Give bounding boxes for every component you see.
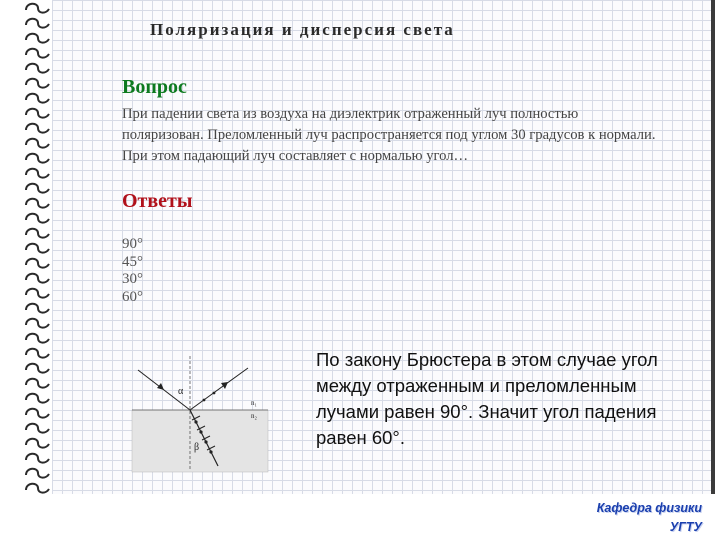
dielectric-medium	[132, 410, 268, 472]
spiral-coil	[26, 184, 49, 193]
explanation-text: По закону Брюстера в этом случае угол между отраженным и преломленным лучами равен 90°. Значит угол падения равен 60°.	[316, 349, 658, 448]
spiral-coil	[26, 439, 49, 448]
university-name: УГТУ	[669, 520, 702, 534]
spiral-coil	[26, 469, 49, 478]
beta-label: β	[194, 442, 200, 453]
answer-option[interactable]: 30°	[122, 271, 143, 287]
brewster-diagram	[130, 354, 270, 474]
spiral-coil	[26, 349, 49, 358]
reflected-arrow	[221, 382, 228, 389]
spiral-coil	[26, 424, 49, 433]
spiral-coil	[26, 49, 49, 58]
spiral-coil	[26, 274, 49, 283]
spiral-coil	[26, 109, 49, 118]
spiral-coil	[26, 364, 49, 373]
spiral-coil	[26, 394, 49, 403]
n1-label: n₁	[251, 399, 257, 407]
spiral-coil	[26, 214, 49, 223]
spiral-coil	[26, 199, 49, 208]
spiral-coil	[26, 379, 49, 388]
n2-label: n₂	[251, 412, 257, 420]
spiral-coil	[26, 289, 49, 298]
page-right-border	[711, 0, 715, 494]
question-heading: Вопрос	[122, 76, 187, 98]
spiral-coil	[26, 34, 49, 43]
spiral-coil	[26, 319, 49, 328]
reflected-ray	[190, 368, 248, 410]
spiral-coil	[26, 334, 49, 343]
spiral-coil	[26, 64, 49, 73]
answers-heading: Ответы	[122, 190, 193, 212]
spiral-coil	[26, 169, 49, 178]
department-label	[597, 499, 702, 537]
spiral-coil	[26, 304, 49, 313]
spiral-coil	[26, 244, 49, 253]
spiral-coil	[26, 79, 49, 88]
spiral-coil	[26, 454, 49, 463]
spiral-coil	[26, 154, 49, 163]
alpha-label: α	[178, 386, 184, 397]
spiral-coil	[26, 259, 49, 268]
spiral-coil	[26, 4, 49, 13]
spiral-coil	[26, 409, 49, 418]
answer-option[interactable]: 60°	[122, 288, 143, 305]
spiral-coil	[26, 94, 49, 103]
spiral-coil	[26, 484, 49, 493]
notebook-spiral	[22, 0, 52, 494]
spiral-coil	[26, 124, 49, 133]
answer-option[interactable]: 45°	[122, 253, 143, 270]
spiral-coil	[26, 229, 49, 238]
slide-title: Поляризация и дисперсия света	[150, 20, 455, 39]
answer-option[interactable]: 90°	[122, 236, 143, 252]
incident-arrow	[157, 383, 164, 390]
department-name: Кафедра физики	[596, 501, 702, 515]
answers-list	[122, 236, 143, 306]
spiral-coil	[26, 19, 49, 28]
question-text: При падении света из воздуха на диэлектрик отраженный луч полностью поляризован. Преломленный луч распространяется под углом 30 градусов к нормали. При этом падающий луч составляет с нормалью угол…	[122, 106, 656, 164]
spiral-coil	[26, 139, 49, 148]
